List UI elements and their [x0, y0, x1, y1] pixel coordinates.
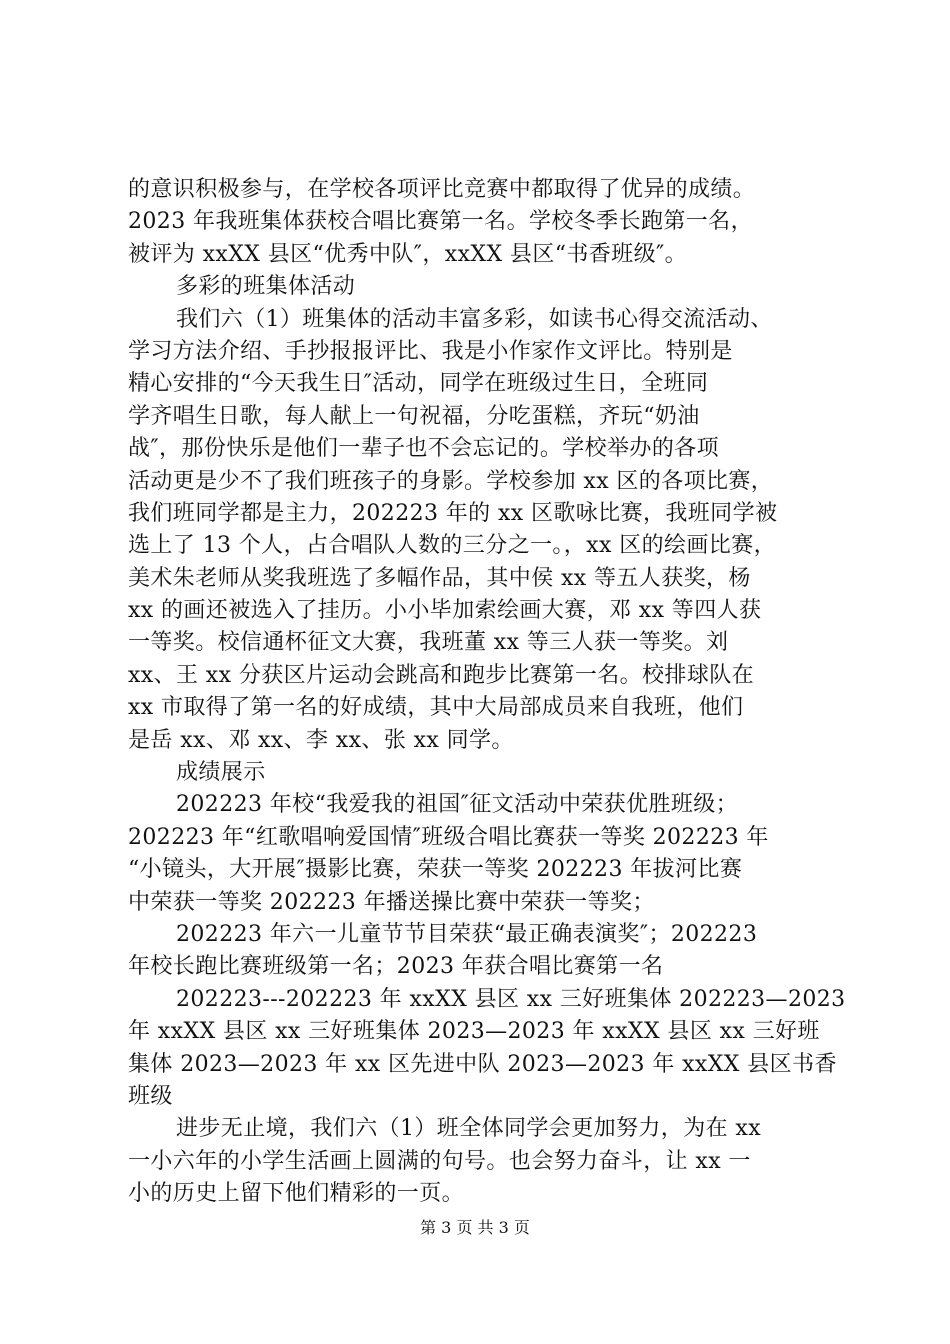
text-line: 2023 年我班集体获校合唱比赛第一名。学校冬季长跑第一名， — [128, 209, 753, 235]
text-line: 是岳 xx、邓 xx、李 xx、张 xx 同学。 — [128, 727, 514, 753]
text-line: 年 xxXX 县区 xx 三好班集体 2023—2023 年 xxXX 县区 xx 三好班 — [128, 1019, 820, 1045]
text-line: 我们班同学都是主力，202223 年的 xx 区歌咏比赛，我班同学被 — [128, 500, 778, 526]
text-line: xx 市取得了第一名的好成绩，其中大局部成员来自我班，他们 — [128, 695, 744, 721]
section-heading: 多彩的班集体活动 — [176, 274, 356, 300]
page-footer — [0, 1218, 950, 1238]
text-line: 202223---202223 年 xxXX 县区 xx 三好班集体 202223—2023 — [176, 986, 846, 1012]
document-body — [128, 174, 846, 1211]
text-line: 活动更是少不了我们班孩子的身影。学校参加 xx 区的各项比赛， — [128, 468, 774, 494]
text-line: 一等奖。校信通杯征文大赛，我班董 xx 等三人获一等奖。刘 — [128, 630, 729, 656]
text-line: 202223 年“红歌唱响爱国情″班级合唱比赛获一等奖 202223 年 — [128, 824, 769, 850]
text-line: 战″，那份快乐是他们一辈子也不会忘记的。学校举办的各项 — [128, 436, 720, 462]
text-line: 选上了 13 个人，占合唱队人数的三分之一。，xx 区的绘画比赛， — [128, 533, 776, 559]
text-line: 年校长跑比赛班级第一名；2023 年获合唱比赛第一名 — [128, 954, 664, 980]
text-line: 被评为 xxXX 县区“优秀中队″，xxXX 县区“书香班级″。 — [128, 241, 687, 267]
text-line: 的意识积极参与，在学校各项评比竞赛中都取得了优异的成绩。 — [128, 177, 756, 202]
text-line: 小的历史上留下他们精彩的一页。 — [128, 1181, 465, 1207]
text-line: “小镜头，大开展″摄影比赛，荣获一等奖 202223 年拔河比赛 — [128, 857, 743, 883]
text-line: 学齐唱生日歌，每人献上一句祝福，分吃蛋糕，齐玩“奶油 — [128, 403, 700, 429]
text-line: 我们六（1）班集体的活动丰富多彩，如读书心得交流活动、 — [176, 306, 773, 332]
text-line: 中荣获一等奖 202223 年播送操比赛中荣获一等奖； — [128, 889, 655, 915]
text-line: 学习方法介绍、手抄报报评比、我是小作家作文评比。特别是 — [128, 338, 733, 364]
page-number: 第 3 页 共 3 页 — [420, 1218, 530, 1237]
text-line: xx、王 xx 分获区片运动会跳高和跑步比赛第一名。校排球队在 — [128, 662, 755, 688]
text-line: 202223 年六一儿童节节目荣获“最正确表演奖″；202223 — [176, 921, 758, 947]
text-line: 进步无止境，我们六（1）班全体同学会更加努力，为在 xx — [176, 1116, 762, 1142]
text-line: 202223 年校“我爱我的祖国″征文活动中荣获优胜班级； — [176, 792, 739, 818]
text-line: 集体 2023—2023 年 xx 区先进中队 2023—2023 年 xxXX 县区书香 — [128, 1051, 837, 1077]
text-line: 一小六年的小学生活画上圆满的句号。也会努力奋斗，让 xx 一 — [128, 1148, 751, 1174]
text-line: 班级 — [128, 1083, 173, 1109]
text-line: xx 的画还被选入了挂历。小小毕加索绘画大赛，邓 xx 等四人获 — [128, 598, 762, 624]
section-heading: 成绩展示 — [176, 760, 266, 786]
text-line: 美术朱老师从奖我班选了多幅作品，其中侯 xx 等五人获奖，杨 — [128, 565, 751, 591]
text-line: 精心安排的“今天我生日″活动，同学在班级过生日，全班同 — [128, 371, 709, 397]
